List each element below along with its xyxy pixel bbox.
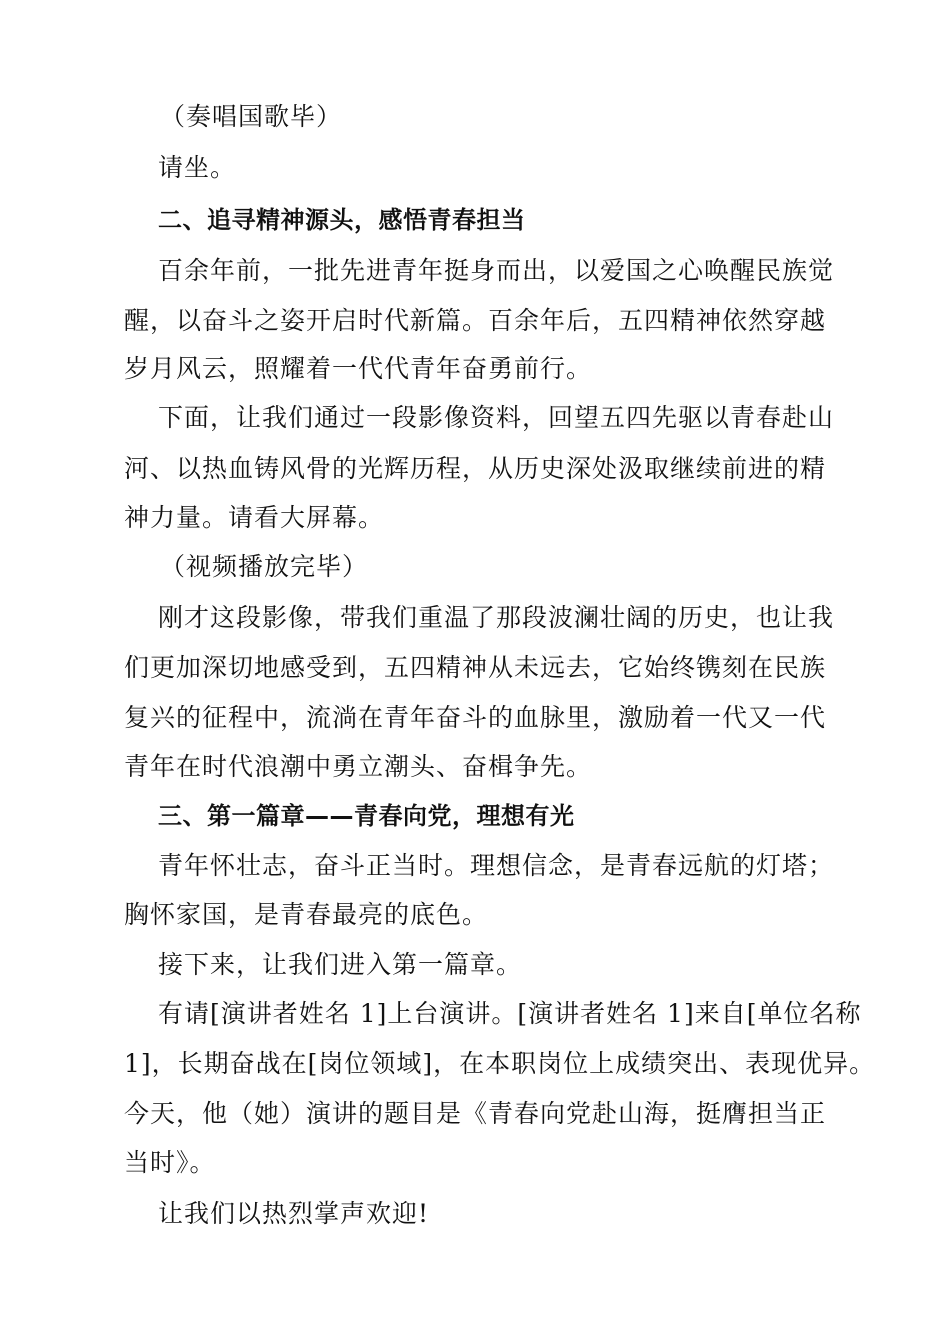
paragraph-line: 醒，以奋斗之姿开启时代新篇。百余年后，五四精神依然穿越 xyxy=(124,306,827,335)
paragraph-line: 今天，他（她）演讲的题目是《青春向党赴山海，挺膺担当正 xyxy=(124,1099,827,1128)
paragraph-line: 请坐。 xyxy=(158,153,237,182)
paragraph-line: 胸怀家国，是青春最亮的底色。 xyxy=(124,900,489,929)
paragraph-line: 刚才这段影像，带我们重温了那段波澜壮阔的历史，也让我 xyxy=(158,603,835,632)
paragraph-line: 接下来，让我们进入第一篇章。 xyxy=(158,950,523,979)
paragraph-line: 百余年前，一批先进青年挺身而出，以爱国之心唤醒民族觉 xyxy=(158,256,835,285)
paragraph-line: 神力量。请看大屏幕。 xyxy=(124,503,385,532)
section-heading-3: 三、第一篇章——青春向党，理想有光 xyxy=(158,802,575,830)
paragraph-line: 们更加深切地感受到，五四精神从未远去，它始终镌刻在民族 xyxy=(124,653,827,682)
paragraph-line: 有请[演讲者姓名 1]上台演讲。[演讲者姓名 1]来自[单位名称 xyxy=(158,999,862,1028)
section-heading-2: 二、追寻精神源头，感悟青春担当 xyxy=(158,206,526,234)
paragraph-line: 青年怀壮志，奋斗正当时。理想信念，是青春远航的灯塔； xyxy=(158,851,835,880)
paragraph-line: 河、以热血铸风骨的光辉历程，从历史深处汲取继续前进的精 xyxy=(124,454,827,483)
stage-direction-video: （视频播放完毕） xyxy=(160,552,369,581)
paragraph-line: 岁月风云，照耀着一代代青年奋勇前行。 xyxy=(124,354,593,383)
paragraph-line: 让我们以热烈掌声欢迎! xyxy=(158,1199,430,1228)
paragraph-line: 青年在时代浪潮中勇立潮头、奋楫争先。 xyxy=(124,752,593,781)
paragraph-line: 1]，长期奋战在[岗位领域]，在本职岗位上成绩突出、表现优异。 xyxy=(124,1049,876,1078)
paragraph-line: 当时》。 xyxy=(124,1148,216,1177)
stage-direction-anthem: （奏唱国歌毕） xyxy=(160,102,343,131)
paragraph-line: 下面，让我们通过一段影像资料，回望五四先驱以青春赴山 xyxy=(158,403,835,432)
paragraph-line: 复兴的征程中，流淌在青年奋斗的血脉里，激励着一代又一代 xyxy=(124,703,827,732)
